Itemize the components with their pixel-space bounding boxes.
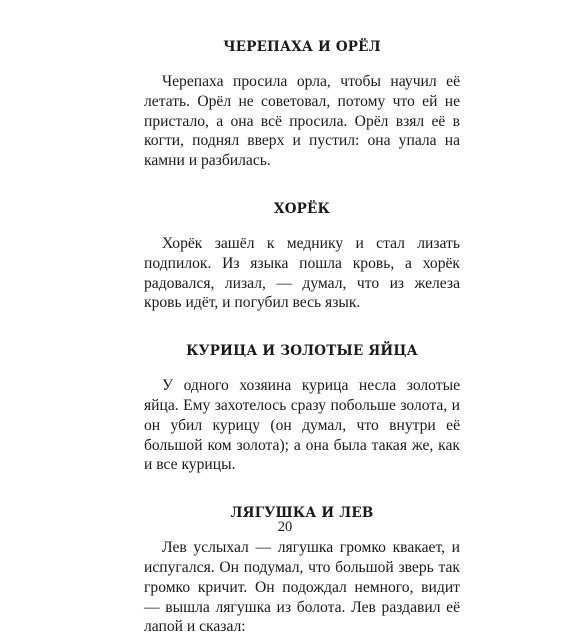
story-turtle-and-eagle (144, 38, 460, 171)
story-title: ЛЯГУШКА И ЛЕВ (230, 505, 374, 522)
story-ferret (144, 200, 460, 313)
story-text: Хорёк зашёл к меднику и стал лизать подпилок. Из языка пошла кровь, а хорёк радовался, лизал, — думал, что из железа кровь идёт, и погубил весь язык. (144, 234, 460, 312)
story-title: ЧЕРЕПАХА И ОРЁЛ (223, 39, 381, 55)
story-title: КУРИЦА И ЗОЛОТЫЕ ЯЙЦА (186, 343, 418, 360)
story-hen-golden-eggs (144, 342, 460, 475)
page-number: 20 (277, 519, 293, 535)
story-text: У одного хозяина курица несла золотые яйца. Ему захотелось сразу побольше золота, и он убил курицу (он думал, что внутри её большой ком золота); а она была такая же, как и все курицы. (144, 377, 460, 474)
story-text: Лев услыхал — лягушка громко квакает, и испугался. Он подумал, что большой зверь так громко кричит. Он подождал немного, видит — вышла лягушка из болота. Лев раздавил её лапой и сказал: (144, 539, 460, 636)
story-title: ХОРЁК (274, 200, 330, 217)
story-text: Черепаха просила орла, чтобы научил её летать. Орёл не советовал, потому что ей не пристало, а она всё просила. Орёл взял её в когти, поднял вверх и пустил: она упала на камни и разбилась. (144, 73, 460, 170)
text-column (144, 38, 460, 637)
